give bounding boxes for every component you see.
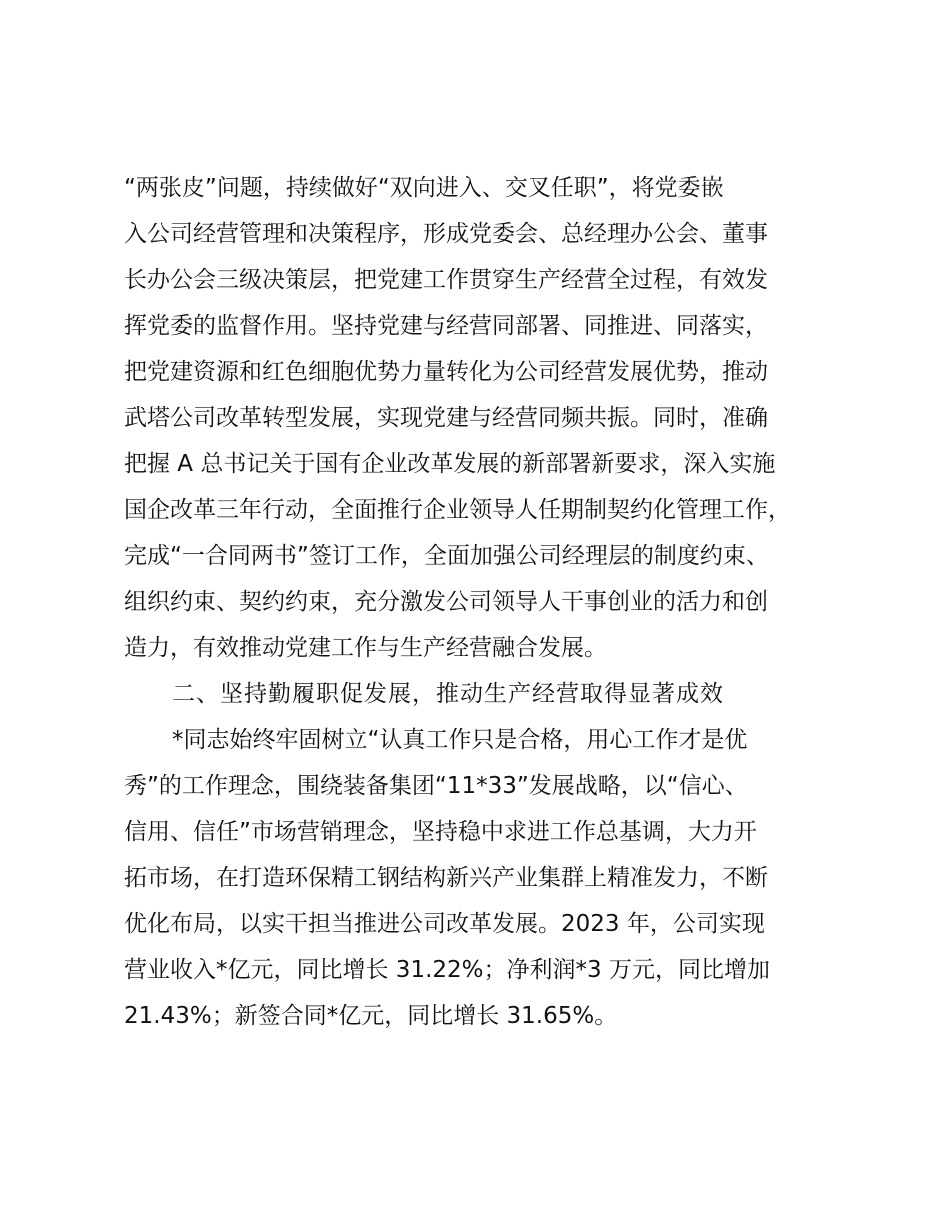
paragraph-2 [124,717,840,1039]
text-line: 秀”的工作理念，围绕装备集团“11*33”发展战略，以“信心、 [124,773,748,799]
text-line: 武塔公司改革转型发展，实现党建与经营同频共振。同时，准确 [124,405,768,431]
text-line: “两张皮”问题，持续做好“双向进入、交叉任职”，将党委嵌 [124,175,724,201]
text-line: 入公司经营管理和决策程序，形成党委会、总经理办公会、董事 [124,221,768,247]
text-line: 优化布局，以实干担当推进公司改革发展。2023 年，公司实现 [124,911,765,937]
text-line: 挥党委的监督作用。坚持党建与经营同部署、同推进、同落实， [124,313,768,339]
text-line: 营业收入*亿元，同比增长 31.22%；净利润*3 万元，同比增加 [124,957,770,983]
section-heading: 二、坚持勤履职促发展，推动生产经营取得显著成效 [172,681,724,707]
text-line: 造力，有效推动党建工作与生产经营融合发展。 [124,635,607,661]
paragraph-1 [124,165,840,671]
text-line: 长办公会三级决策层，把党建工作贯穿生产经营全过程，有效发 [124,267,768,293]
text-line: 把握 A 总书记关于国有企业改革发展的新部署新要求，深入实施 [124,451,776,477]
text-line: 国企改革三年行动，全面推行企业领导人任期制契约化管理工作， [124,497,791,523]
text-line: 21.43%；新签合同*亿元，同比增长 31.65%。 [124,1003,618,1029]
text-line: 信用、信任”市场营销理念，坚持稳中求进工作总基调，大力开 [124,819,757,845]
document-body [124,165,840,1039]
text-line: 把党建资源和红色细胞优势力量转化为公司经营发展优势，推动 [124,359,768,385]
text-line: 组织约束、契约约束，充分激发公司领导人干事创业的活力和创 [124,589,768,615]
text-line: 完成“一合同两书”签订工作，全面加强公司经理层的制度约束、 [124,543,769,569]
text-line: 拓市场，在打造环保精工钢结构新兴产业集群上精准发力，不断 [124,865,768,891]
text-line: *同志始终牢固树立“认真工作只是合格，用心工作才是优 [172,727,748,753]
